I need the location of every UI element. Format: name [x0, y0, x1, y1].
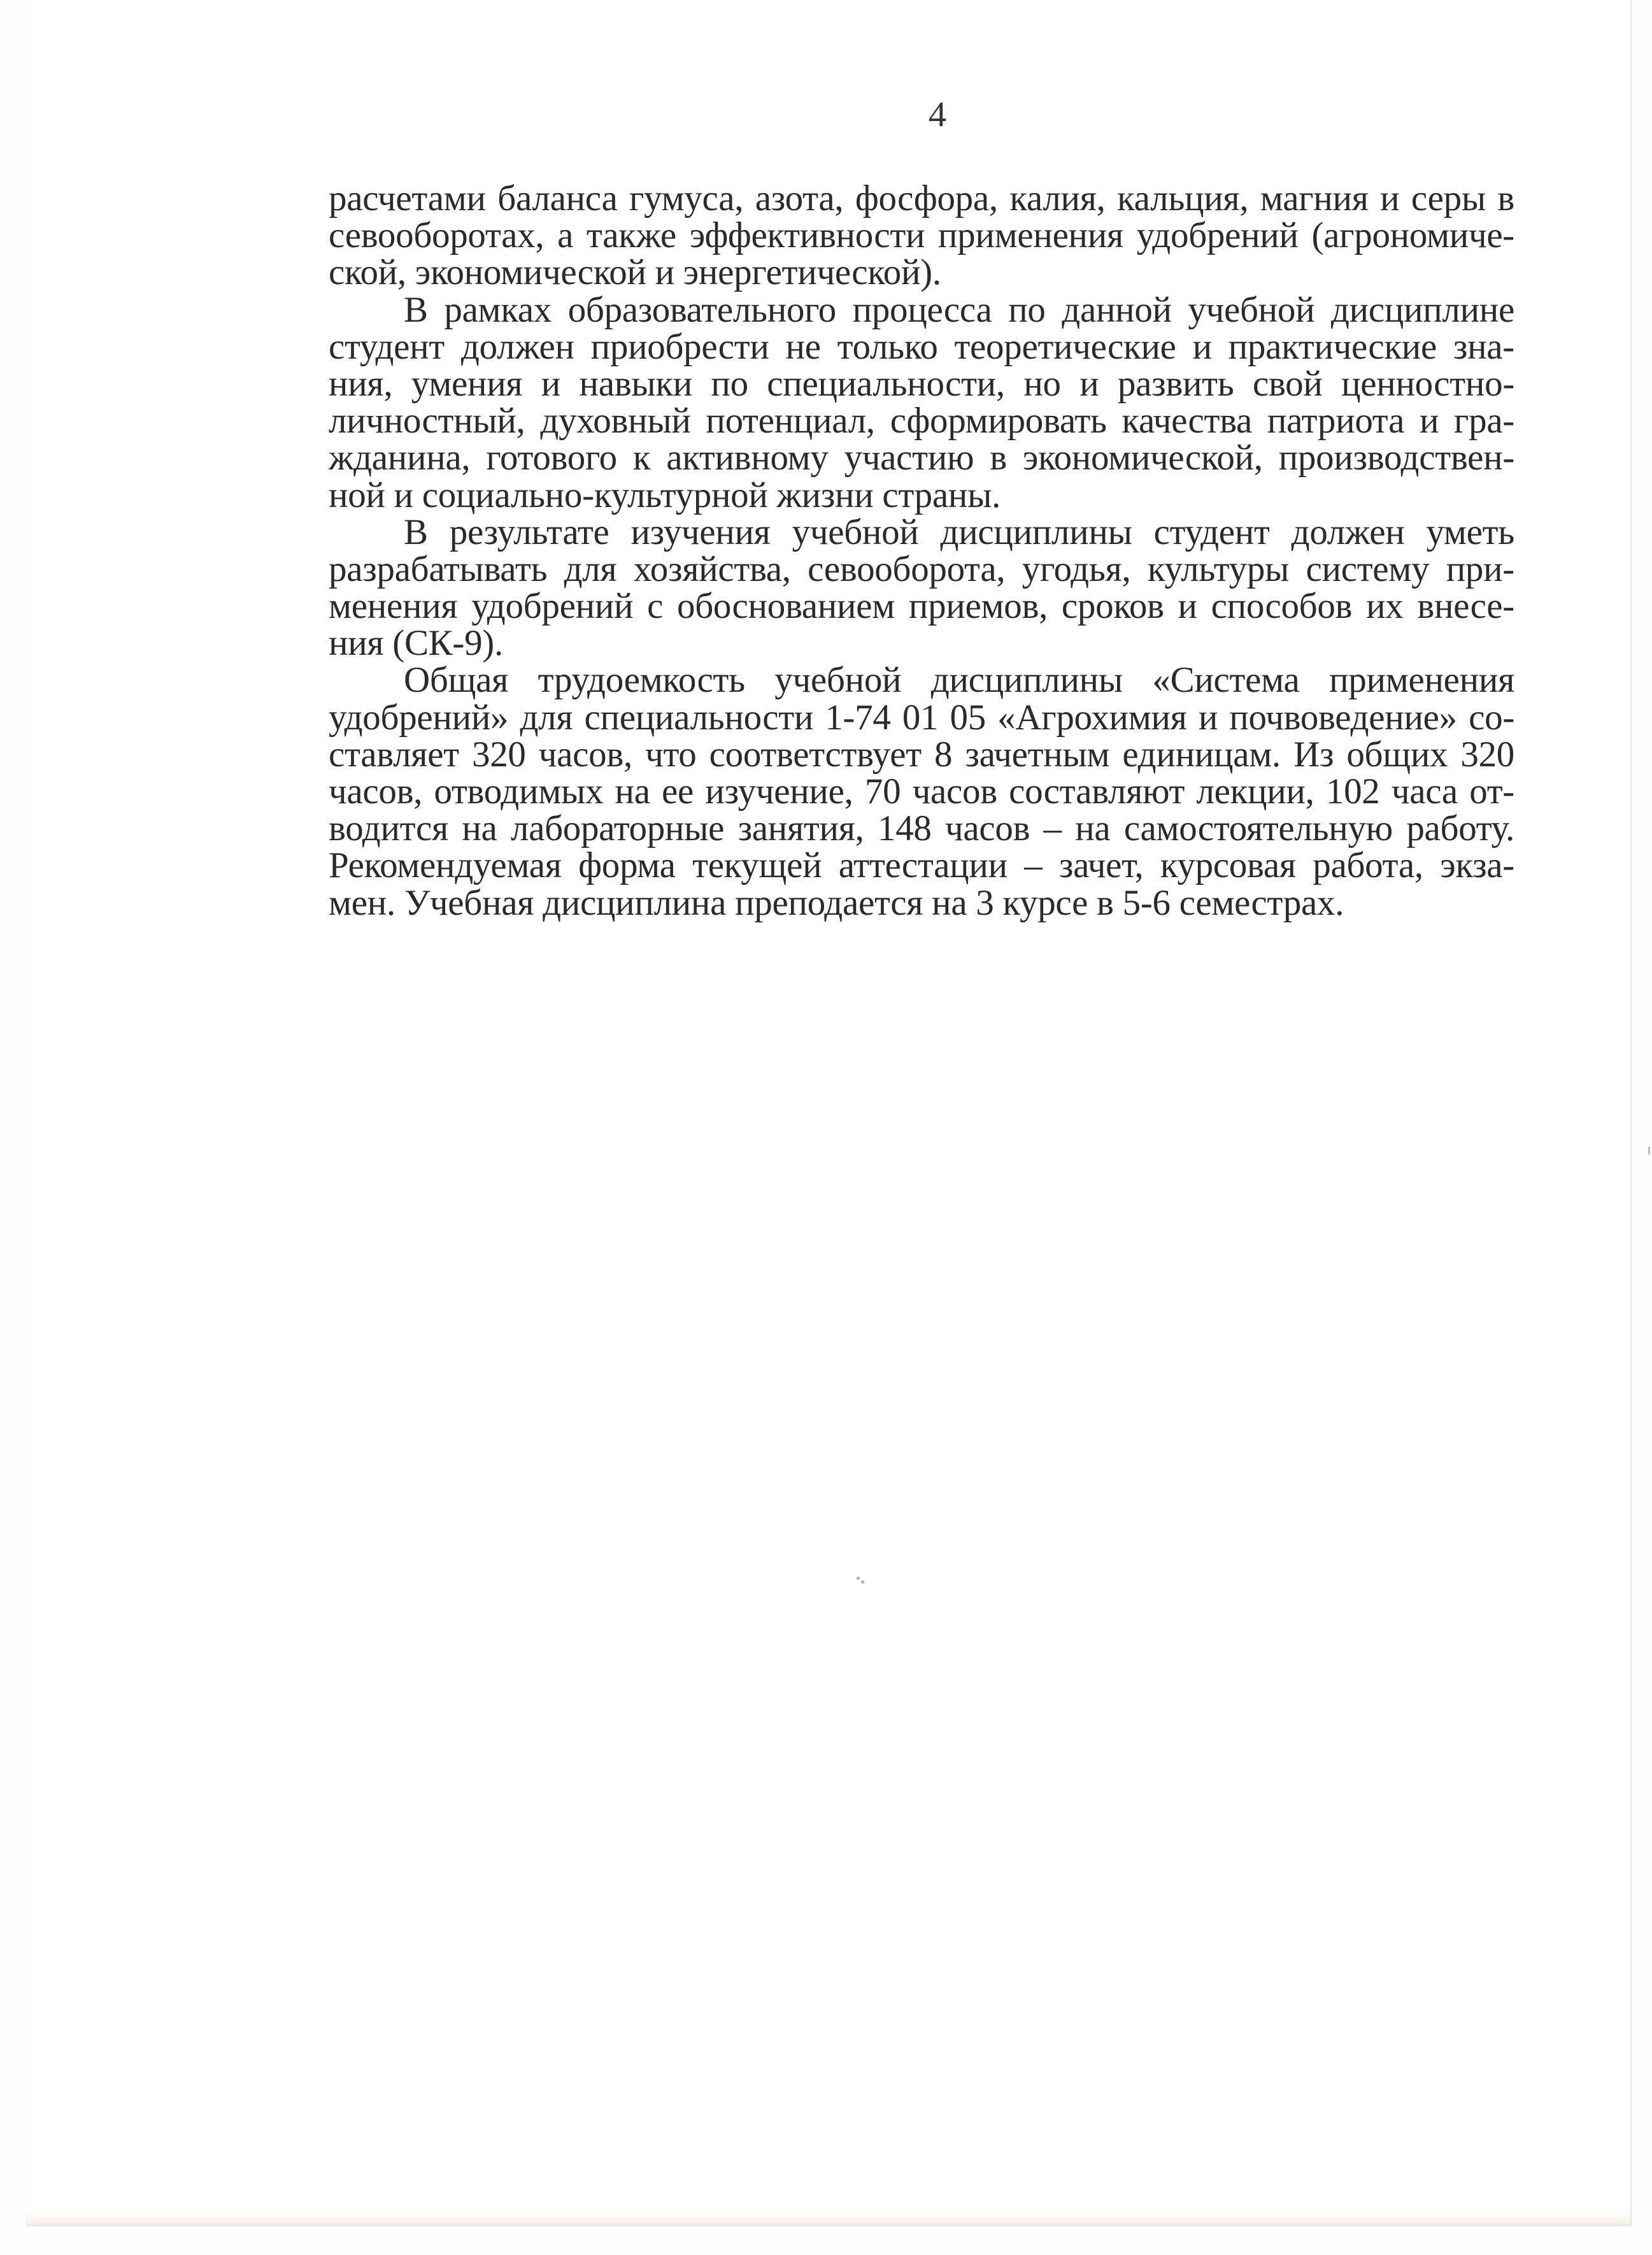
scan-edge-mark	[1648, 1147, 1650, 1154]
body-text	[329, 180, 1514, 922]
text-line: Общая трудоемкость учебной дисциплины «Система применения	[404, 660, 1514, 701]
page-number: 4	[929, 95, 946, 134]
text-line: севооборотах, а также эффективности применения удобрений (агрономиче-	[329, 215, 1514, 256]
paragraph	[329, 662, 1514, 921]
text-line: ной и социально-культурной жизни страны.	[329, 475, 1001, 515]
paragraph	[329, 180, 1514, 292]
text-line: разрабатывать для хозяйства, севооборота, угодья, культуры систему при-	[329, 548, 1514, 589]
text-line: ния, умения и навыки по специальности, но и развить свой ценностно-	[329, 363, 1514, 404]
text-line: В рамках образовательного процесса по данной учебной дисциплине	[404, 289, 1514, 330]
text-line: В результате изучения учебной дисциплины студент должен уметь	[404, 512, 1514, 552]
text-line: студент должен приобрести не только теоретические и практические зна-	[329, 326, 1514, 367]
text-line: часов, отводимых на ее изучение, 70 часов составляют лекции, 102 часа от-	[329, 771, 1514, 812]
document-page	[25, 0, 1632, 2226]
text-line: удобрений» для специальности 1-74 01 05 «Агрохимия и почвоведение» со-	[329, 697, 1514, 738]
scan-speck	[861, 1580, 864, 1584]
scan-speck	[857, 1577, 860, 1580]
text-line: расчетами баланса гумуса, азота, фосфора, калия, кальция, магния и серы в	[329, 178, 1514, 218]
text-line: Рекомендуемая форма текущей аттестации – зачет, курсовая работа, экза-	[329, 845, 1514, 886]
text-line: жданина, готового к активному участию в экономической, производствен-	[329, 438, 1514, 478]
paragraph	[329, 514, 1514, 662]
paragraph	[329, 289, 1514, 515]
text-line: ставляет 320 часов, что соответствует 8 зачетным единицам. Из общих 320	[329, 734, 1514, 775]
text-line: мен. Учебная дисциплина преподается на 3 курсе в 5-6 семестрах.	[329, 882, 1344, 923]
text-line: менения удобрений с обоснованием приемов, сроков и способов их внесе-	[329, 586, 1514, 627]
text-line: ской, экономической и энергетической).	[329, 252, 941, 293]
text-line: личностный, духовный потенциал, сформировать качества патриота и гра-	[329, 401, 1514, 441]
text-line: водится на лабораторные занятия, 148 часов – на самостоятельную работу.	[329, 808, 1514, 849]
text-line: ния (СК-9).	[329, 623, 503, 664]
